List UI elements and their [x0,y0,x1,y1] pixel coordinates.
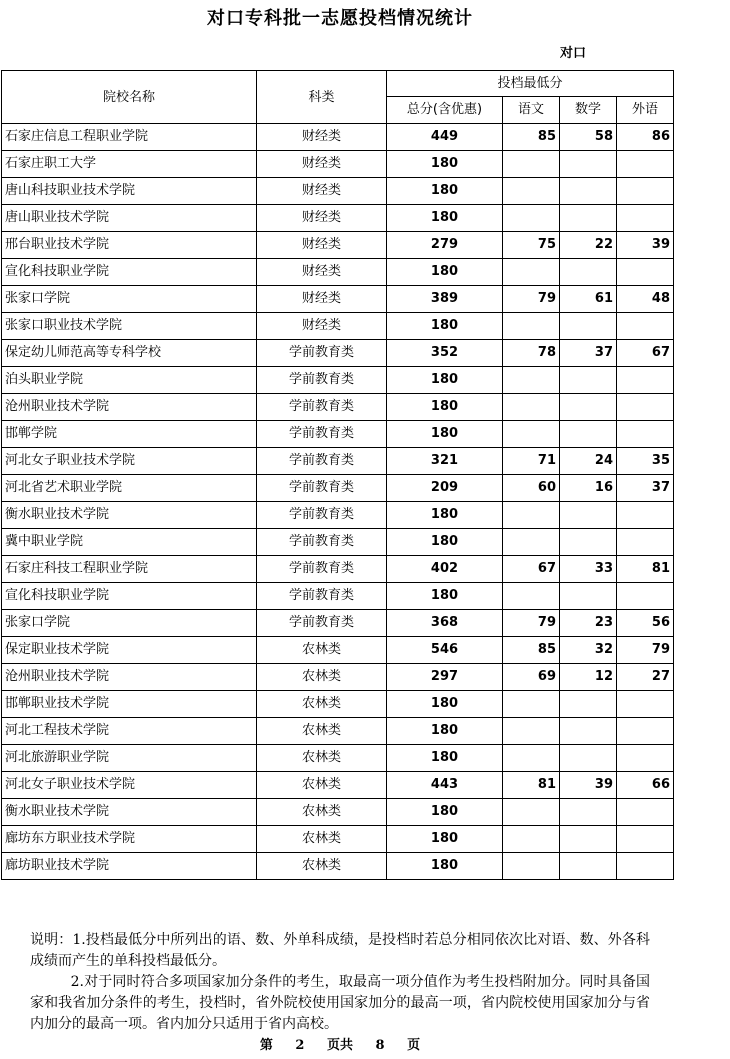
table-row [2,232,674,259]
cell-chinese [503,529,560,556]
cell-chinese [503,394,560,421]
cell-category: 财经类 [257,178,387,205]
table-body [2,124,674,880]
cell-category: 财经类 [257,313,387,340]
cell-category: 学前教育类 [257,367,387,394]
cell-foreign: 27 [617,664,674,691]
footer-ye-gong: 页共 [326,1038,353,1053]
cell-math [560,529,617,556]
cell-foreign [617,178,674,205]
cell-foreign: 39 [617,232,674,259]
cell-total: 279 [387,232,503,259]
table-row [2,205,674,232]
cell-foreign [617,799,674,826]
table-row [2,421,674,448]
cell-category: 学前教育类 [257,529,387,556]
cell-total: 180 [387,853,503,880]
cell-school: 石家庄科技工程职业学院 [2,556,257,583]
cell-school: 河北省艺术职业学院 [2,475,257,502]
table-row [2,394,674,421]
cell-school: 保定幼儿师范高等专科学校 [2,340,257,367]
cell-chinese: 81 [503,772,560,799]
cell-foreign [617,313,674,340]
cell-chinese [503,853,560,880]
cell-math [560,421,617,448]
table-row [2,826,674,853]
cell-category: 学前教育类 [257,502,387,529]
header-school: 院校名称 [2,71,257,124]
cell-foreign [617,826,674,853]
cell-category: 学前教育类 [257,340,387,367]
cell-total: 449 [387,124,503,151]
cell-total: 180 [387,421,503,448]
cell-math: 33 [560,556,617,583]
note-2: 2.对于同时符合多项国家加分条件的考生，取最高一项分值作为考生投档附加分。同时具备国家和我省加分条件的考生，投档时，省外院校使用国家加分的最高一项，省内院校使用国家加分与省内加分的最高一项。省内加分只适用于省内高校。 [30,974,650,1032]
cell-total: 180 [387,826,503,853]
table-row [2,259,674,286]
cell-school: 石家庄信息工程职业学院 [2,124,257,151]
cell-category: 学前教育类 [257,394,387,421]
header-category: 科类 [257,71,387,124]
cell-chinese [503,502,560,529]
cell-math [560,151,617,178]
cell-category: 财经类 [257,124,387,151]
cell-foreign [617,529,674,556]
table-row [2,772,674,799]
cell-chinese [503,826,560,853]
cell-category: 财经类 [257,259,387,286]
cell-math [560,853,617,880]
cell-category: 财经类 [257,151,387,178]
cell-foreign [617,502,674,529]
cell-school: 河北女子职业技术学院 [2,772,257,799]
cell-chinese [503,799,560,826]
cell-math: 23 [560,610,617,637]
cell-chinese [503,259,560,286]
cell-math [560,502,617,529]
cell-category: 农林类 [257,691,387,718]
cell-category: 财经类 [257,232,387,259]
cell-category: 财经类 [257,205,387,232]
cell-foreign [617,745,674,772]
header-math: 数学 [560,97,617,124]
cell-chinese [503,718,560,745]
cell-chinese: 71 [503,448,560,475]
cell-foreign: 35 [617,448,674,475]
cell-math: 22 [560,232,617,259]
cell-foreign: 56 [617,610,674,637]
cell-total: 321 [387,448,503,475]
cell-chinese [503,421,560,448]
footer-total-pages: 8 [375,1038,385,1053]
table-row [2,637,674,664]
cell-school: 张家口学院 [2,610,257,637]
cell-chinese [503,178,560,205]
cell-school: 张家口职业技术学院 [2,313,257,340]
cell-math [560,367,617,394]
table-row [2,367,674,394]
cell-total: 180 [387,718,503,745]
cell-school: 沧州职业技术学院 [2,664,257,691]
cell-chinese: 85 [503,637,560,664]
header-foreign: 外语 [617,97,674,124]
cell-foreign: 37 [617,475,674,502]
cell-total: 297 [387,664,503,691]
cell-math [560,826,617,853]
table-row [2,313,674,340]
header-chinese: 语文 [503,97,560,124]
cell-chinese: 75 [503,232,560,259]
cell-chinese [503,367,560,394]
cell-category: 学前教育类 [257,448,387,475]
cell-foreign [617,421,674,448]
cell-total: 402 [387,556,503,583]
cell-school: 宣化科技职业学院 [2,259,257,286]
cell-total: 180 [387,367,503,394]
footer-page-number: 2 [295,1038,305,1053]
cell-math [560,583,617,610]
header-min-score: 投档最低分 [387,71,674,97]
cell-foreign: 86 [617,124,674,151]
table-row [2,583,674,610]
cell-chinese [503,691,560,718]
cell-chinese: 85 [503,124,560,151]
cell-chinese: 69 [503,664,560,691]
cell-category: 学前教育类 [257,475,387,502]
cell-chinese: 78 [503,340,560,367]
score-table [1,70,674,880]
cell-school: 河北工程技术学院 [2,718,257,745]
cell-school: 邢台职业技术学院 [2,232,257,259]
cell-foreign [617,583,674,610]
cell-school: 邯郸学院 [2,421,257,448]
cell-total: 389 [387,286,503,313]
cell-category: 农林类 [257,772,387,799]
cell-math [560,718,617,745]
cell-category: 财经类 [257,286,387,313]
cell-category: 农林类 [257,826,387,853]
cell-category: 农林类 [257,853,387,880]
table-row [2,610,674,637]
cell-foreign: 67 [617,340,674,367]
table-row [2,556,674,583]
cell-math [560,394,617,421]
cell-math: 12 [560,664,617,691]
cell-foreign: 66 [617,772,674,799]
cell-school: 泊头职业学院 [2,367,257,394]
cell-school: 唐山职业技术学院 [2,205,257,232]
header-total: 总分(含优惠) [387,97,503,124]
cell-chinese [503,745,560,772]
table-row [2,799,674,826]
cell-math [560,799,617,826]
cell-chinese: 60 [503,475,560,502]
cell-school: 河北旅游职业学院 [2,745,257,772]
cell-school: 廊坊职业技术学院 [2,853,257,880]
note-1: 说明：1.投档最低分中所列出的语、数、外单科成绩，是投档时若总分相同依次比对语、数、外各科成绩而产生的单科投档最低分。 [30,932,650,969]
cell-foreign [617,394,674,421]
cell-foreign [617,691,674,718]
cell-total: 180 [387,205,503,232]
table-row [2,340,674,367]
cell-school: 邯郸职业技术学院 [2,691,257,718]
cell-school: 衡水职业技术学院 [2,799,257,826]
cell-school: 廊坊东方职业技术学院 [2,826,257,853]
cell-category: 农林类 [257,637,387,664]
cell-math: 37 [560,340,617,367]
cell-math: 24 [560,448,617,475]
cell-category: 农林类 [257,745,387,772]
table-row [2,529,674,556]
cell-total: 368 [387,610,503,637]
cell-math: 16 [560,475,617,502]
footer-ye: 页 [407,1038,421,1053]
cell-school: 衡水职业技术学院 [2,502,257,529]
cell-total: 180 [387,259,503,286]
table-row [2,178,674,205]
cell-total: 180 [387,583,503,610]
table-row [2,664,674,691]
cell-category: 农林类 [257,799,387,826]
table-row [2,718,674,745]
page-subtitle: 对口 [560,46,587,61]
cell-foreign [617,367,674,394]
cell-chinese [503,151,560,178]
cell-chinese [503,583,560,610]
cell-total: 180 [387,151,503,178]
table-row [2,286,674,313]
cell-foreign: 81 [617,556,674,583]
cell-total: 352 [387,340,503,367]
cell-school: 冀中职业学院 [2,529,257,556]
cell-category: 学前教育类 [257,583,387,610]
cell-school: 宣化科技职业学院 [2,583,257,610]
cell-chinese [503,313,560,340]
cell-total: 180 [387,529,503,556]
cell-chinese: 79 [503,610,560,637]
table-row [2,448,674,475]
cell-math: 58 [560,124,617,151]
cell-foreign [617,853,674,880]
cell-school: 河北女子职业技术学院 [2,448,257,475]
table-row [2,124,674,151]
table-row [2,853,674,880]
cell-total: 180 [387,745,503,772]
cell-total: 443 [387,772,503,799]
cell-math [560,205,617,232]
cell-total: 180 [387,799,503,826]
cell-math [560,691,617,718]
cell-school: 张家口学院 [2,286,257,313]
cell-total: 209 [387,475,503,502]
cell-category: 学前教育类 [257,421,387,448]
table-row [2,745,674,772]
cell-school: 沧州职业技术学院 [2,394,257,421]
cell-foreign [617,259,674,286]
cell-category: 农林类 [257,664,387,691]
cell-math: 61 [560,286,617,313]
cell-total: 180 [387,691,503,718]
cell-math [560,178,617,205]
cell-chinese: 79 [503,286,560,313]
cell-total: 546 [387,637,503,664]
table-row [2,475,674,502]
cell-chinese [503,205,560,232]
cell-math [560,313,617,340]
cell-foreign [617,151,674,178]
cell-total: 180 [387,178,503,205]
cell-math [560,259,617,286]
cell-foreign [617,205,674,232]
cell-foreign: 48 [617,286,674,313]
cell-total: 180 [387,313,503,340]
cell-total: 180 [387,502,503,529]
cell-math: 39 [560,772,617,799]
cell-school: 石家庄职工大学 [2,151,257,178]
cell-math: 32 [560,637,617,664]
cell-category: 农林类 [257,718,387,745]
page-footer [0,1034,680,1053]
cell-category: 学前教育类 [257,556,387,583]
cell-school: 唐山科技职业技术学院 [2,178,257,205]
cell-total: 180 [387,394,503,421]
footer-di: 第 [259,1038,273,1053]
cell-math [560,745,617,772]
cell-category: 学前教育类 [257,610,387,637]
cell-school: 保定职业技术学院 [2,637,257,664]
cell-chinese: 67 [503,556,560,583]
page-title: 对口专科批一志愿投档情况统计 [207,8,473,29]
cell-foreign [617,718,674,745]
table-row [2,691,674,718]
table-row [2,151,674,178]
table-row [2,502,674,529]
cell-foreign: 79 [617,637,674,664]
notes [30,930,650,1035]
